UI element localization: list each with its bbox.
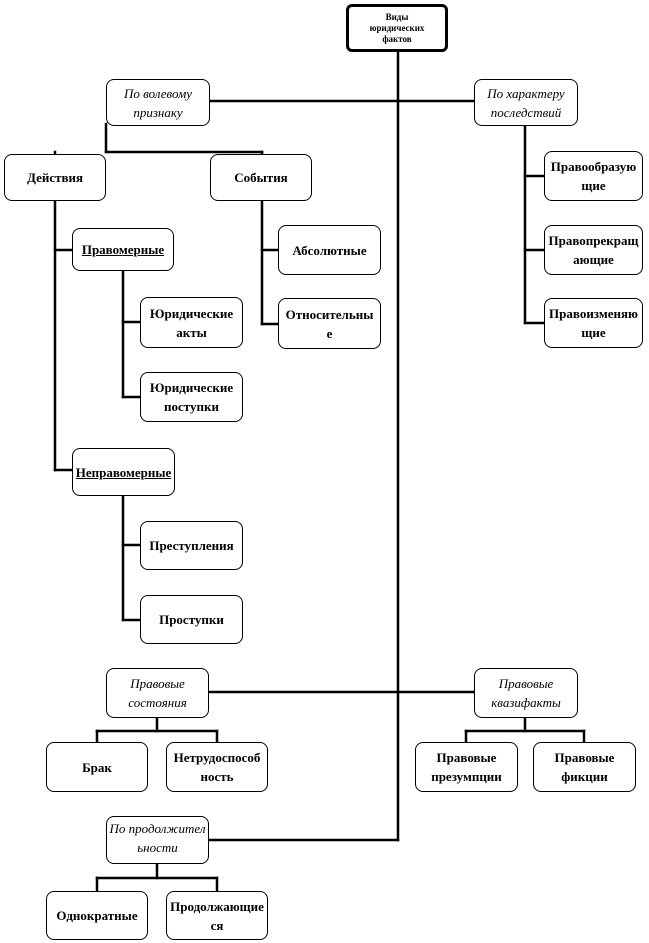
- duration-node: [106, 816, 209, 864]
- crimes-node: [140, 521, 243, 570]
- continuing-label: Продолжающиеся: [170, 898, 264, 933]
- events-node: [210, 154, 312, 201]
- changing-node: [544, 298, 643, 348]
- quasi-node: [474, 668, 578, 718]
- lawful-node: [72, 228, 174, 271]
- marriage-label: Брак: [82, 759, 112, 775]
- continuing-node: [166, 891, 268, 940]
- fictions-node: [533, 742, 636, 792]
- unlawful-label: Неправомерные: [75, 464, 172, 480]
- presumptions-node: [415, 742, 518, 792]
- misdemeanors-node: [140, 595, 243, 644]
- forming-label: Правообразующие: [550, 159, 637, 193]
- quasi-label: Правовые квазифакты: [491, 676, 561, 710]
- one-time-node: [46, 891, 148, 940]
- legal-deeds-node: [140, 372, 243, 422]
- actions-label: Действия: [26, 170, 84, 185]
- relative-node: [278, 298, 381, 349]
- crimes-label: Преступления: [149, 538, 234, 553]
- consequences-label: По характеру последствий: [487, 85, 565, 120]
- legal-deeds-label: Юридические поступки: [149, 380, 234, 414]
- legal-acts-label: Юридические акты: [149, 305, 234, 340]
- absolute-label: Абсолютные: [292, 242, 367, 258]
- disability-node: [166, 742, 268, 792]
- states-label: Правовые состояния: [128, 676, 187, 710]
- relative-label: Относительные: [285, 306, 374, 341]
- forming-node: [544, 151, 643, 201]
- fictions-label: Правовые фикции: [554, 750, 615, 784]
- unlawful-node: [72, 448, 175, 496]
- changing-label: Правоизменяющие: [549, 306, 638, 340]
- terminating-node: [544, 225, 643, 275]
- absolute-node: [278, 225, 381, 275]
- disability-label: Нетрудоспособность: [173, 750, 261, 784]
- terminating-label: Правопрекращающие: [548, 233, 639, 267]
- misdemeanors-label: Проступки: [159, 612, 224, 627]
- duration-label: По продолжительности: [109, 821, 206, 855]
- states-node: [106, 668, 209, 718]
- legal-acts-node: [140, 297, 243, 348]
- volition-label: По волевому признаку: [123, 85, 193, 120]
- root-node: [346, 4, 448, 52]
- one-time-label: Однократные: [56, 908, 138, 923]
- consequences-node: [474, 79, 578, 126]
- lawful-label: Правомерные: [81, 242, 165, 257]
- root-label: Виды юридических фактов: [369, 11, 425, 44]
- presumptions-label: Правовые презумпции: [431, 750, 502, 784]
- marriage-node: [46, 742, 148, 792]
- actions-node: [4, 154, 106, 201]
- events-label: События: [234, 170, 288, 185]
- volition-node: [106, 79, 210, 126]
